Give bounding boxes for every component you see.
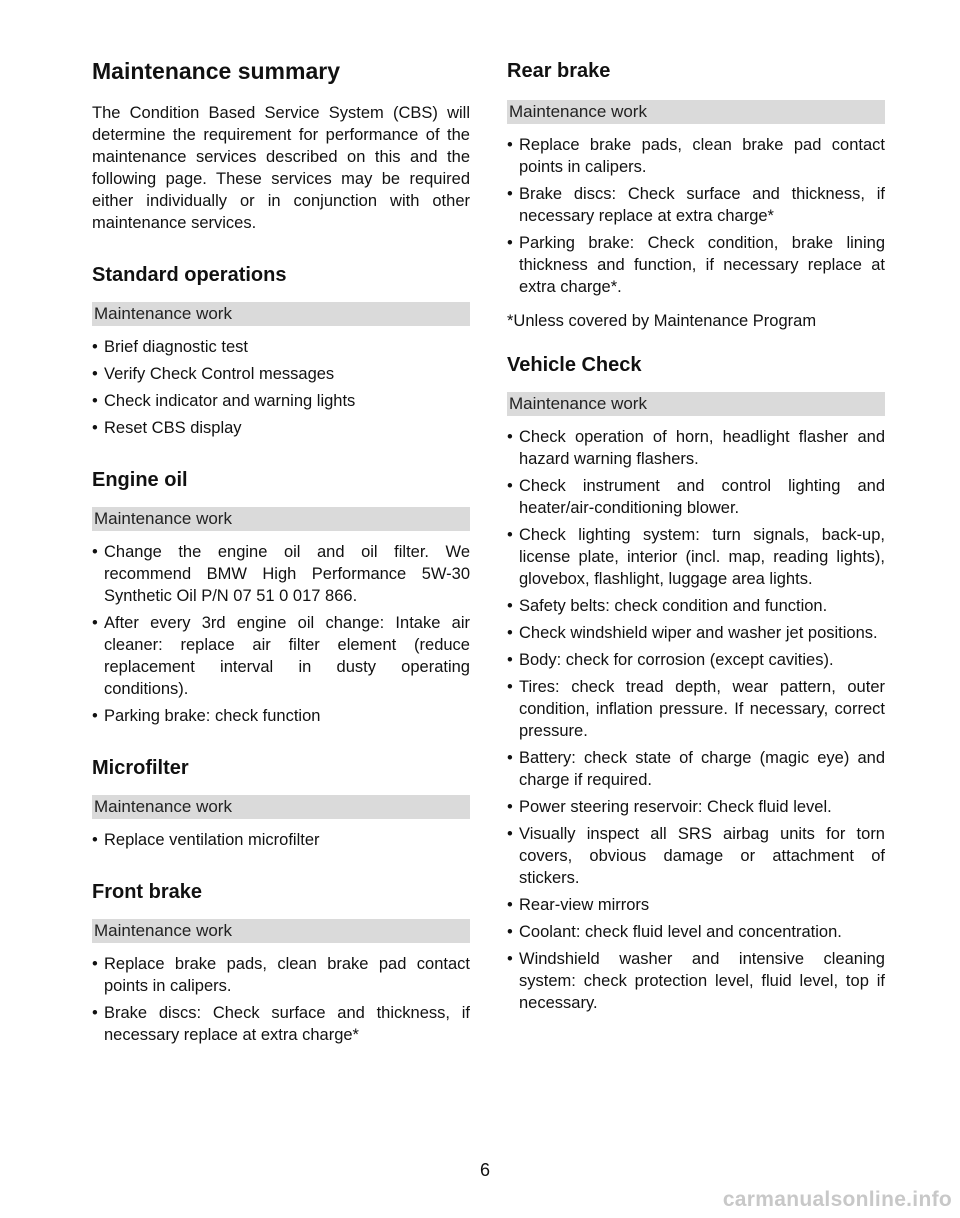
list-item: • Parking brake: check function: [92, 707, 321, 725]
item-list: [92, 541, 470, 727]
list-item: • Check instrument and control lighting and heater/air-conditioning blower.: [507, 477, 885, 517]
section-rear-brake: [507, 54, 885, 332]
bullet-icon: •: [92, 831, 98, 849]
bullet-icon: •: [507, 234, 513, 252]
maintenance-work-bar: Maintenance work: [92, 919, 470, 943]
bullet-icon: •: [92, 419, 98, 437]
list-item: • Check operation of horn, headlight flasher and hazard warning flashers.: [507, 428, 885, 468]
bullet-icon: •: [507, 136, 513, 154]
list-item: • Brake discs: Check surface and thickness, if necessary replace at extra charge*: [92, 1004, 470, 1044]
list-item: • After every 3rd engine oil change: Intake air cleaner: replace air filter element (reduce replacement interval in dusty operating conditions).: [92, 614, 470, 698]
list-item: • Brake discs: Check surface and thickness, if necessary replace at extra charge*: [507, 185, 885, 225]
watermark: carmanualsonline.info: [722, 1188, 952, 1211]
bullet-icon: •: [507, 825, 513, 843]
maintenance-work-bar: Maintenance work: [507, 100, 885, 124]
bullet-icon: •: [507, 896, 513, 914]
bullet-icon: •: [507, 950, 513, 968]
item-list: [507, 426, 885, 1014]
section-heading: Standard operations: [92, 264, 287, 286]
list-item: • Change the engine oil and oil filter. We recommend BMW High Performance 5W-30 Synthetic Oil P/N 07 51 0 017 866.: [92, 543, 470, 605]
list-item: • Windshield washer and intensive cleaning system: check protection level, fluid level, top if necessary.: [507, 950, 885, 1012]
bullet-icon: •: [507, 678, 513, 696]
right-column: [507, 54, 885, 1019]
list-item: • Check lighting system: turn signals, back-up, license plate, interior (incl. map, reading lights), glovebox, flashlight, luggage area lights.: [507, 526, 885, 588]
bullet-icon: •: [92, 707, 98, 725]
bullet-icon: •: [92, 543, 98, 561]
list-item: • Battery: check state of charge (magic eye) and charge if required.: [507, 749, 885, 789]
list-item: • Replace brake pads, clean brake pad contact points in calipers.: [507, 136, 885, 176]
maintenance-work-bar: Maintenance work: [92, 507, 470, 531]
list-item: • Check indicator and warning lights: [92, 392, 356, 410]
list-item: • Replace brake pads, clean brake pad contact points in calipers.: [92, 955, 470, 995]
list-item: • Verify Check Control messages: [92, 365, 335, 383]
bullet-icon: •: [507, 651, 513, 669]
bullet-icon: •: [92, 955, 98, 973]
section-heading: Engine oil: [92, 469, 188, 491]
bullet-icon: •: [92, 1004, 98, 1022]
bullet-icon: •: [92, 392, 98, 410]
section-vehicle-check: [507, 350, 885, 1014]
list-item: • Reset CBS display: [92, 419, 242, 437]
bullet-icon: •: [507, 798, 513, 816]
section-heading: Vehicle Check: [507, 354, 642, 376]
item-list: [92, 336, 470, 439]
page-number: 6: [479, 1160, 490, 1180]
section-heading: Microfilter: [92, 757, 189, 779]
list-item: • Replace ventilation microfilter: [92, 831, 320, 849]
page-title: Maintenance summary: [92, 58, 340, 84]
bullet-icon: •: [92, 338, 98, 356]
item-list: [92, 953, 470, 1046]
bullet-icon: •: [92, 614, 98, 632]
section-front-brake: [92, 877, 470, 1046]
list-item: • Tires: check tread depth, wear pattern, outer condition, inflation pressure. If necessary, correct pressure.: [507, 678, 885, 740]
section-heading: Front brake: [92, 881, 203, 903]
footnote: *Unless covered by Maintenance Program: [507, 312, 817, 330]
bullet-icon: •: [507, 428, 513, 446]
bullet-icon: •: [507, 624, 513, 642]
bullet-icon: •: [507, 526, 513, 544]
list-item: • Check windshield wiper and washer jet positions.: [507, 624, 878, 642]
list-item: • Brief diagnostic test: [92, 338, 248, 356]
list-item: • Coolant: check fluid level and concentration.: [507, 923, 842, 941]
intro-paragraph: The Condition Based Service System (CBS) will determine the requirement for performance of the maintenance services described on this and the following page. These services may be required either individually or in conjunction with other maintenance services.: [92, 104, 470, 232]
item-list: [92, 829, 470, 851]
section-engine-oil: [92, 465, 470, 727]
item-list: [507, 134, 885, 298]
list-item: • Visually inspect all SRS airbag units for torn covers, obvious damage or attachment of stickers.: [507, 825, 885, 887]
maintenance-work-bar: Maintenance work: [507, 392, 885, 416]
bullet-icon: •: [507, 185, 513, 203]
list-item: • Parking brake: Check condition, brake lining thickness and function, if necessary replace at extra charge*.: [507, 234, 885, 296]
section-standard-operations: [92, 260, 470, 439]
left-column: [92, 54, 470, 1051]
list-item: • Rear-view mirrors: [507, 896, 650, 914]
maintenance-work-bar: Maintenance work: [92, 795, 470, 819]
bullet-icon: •: [507, 749, 513, 767]
section-heading: Rear brake: [507, 60, 611, 82]
list-item: • Body: check for corrosion (except cavities).: [507, 651, 834, 669]
list-item: • Power steering reservoir: Check fluid level.: [507, 798, 832, 816]
maintenance-work-bar: Maintenance work: [92, 302, 470, 326]
bullet-icon: •: [507, 477, 513, 495]
bullet-icon: •: [507, 597, 513, 615]
bullet-icon: •: [92, 365, 98, 383]
list-item: • Safety belts: check condition and function.: [507, 597, 828, 615]
section-microfilter: [92, 753, 470, 851]
bullet-icon: •: [507, 923, 513, 941]
